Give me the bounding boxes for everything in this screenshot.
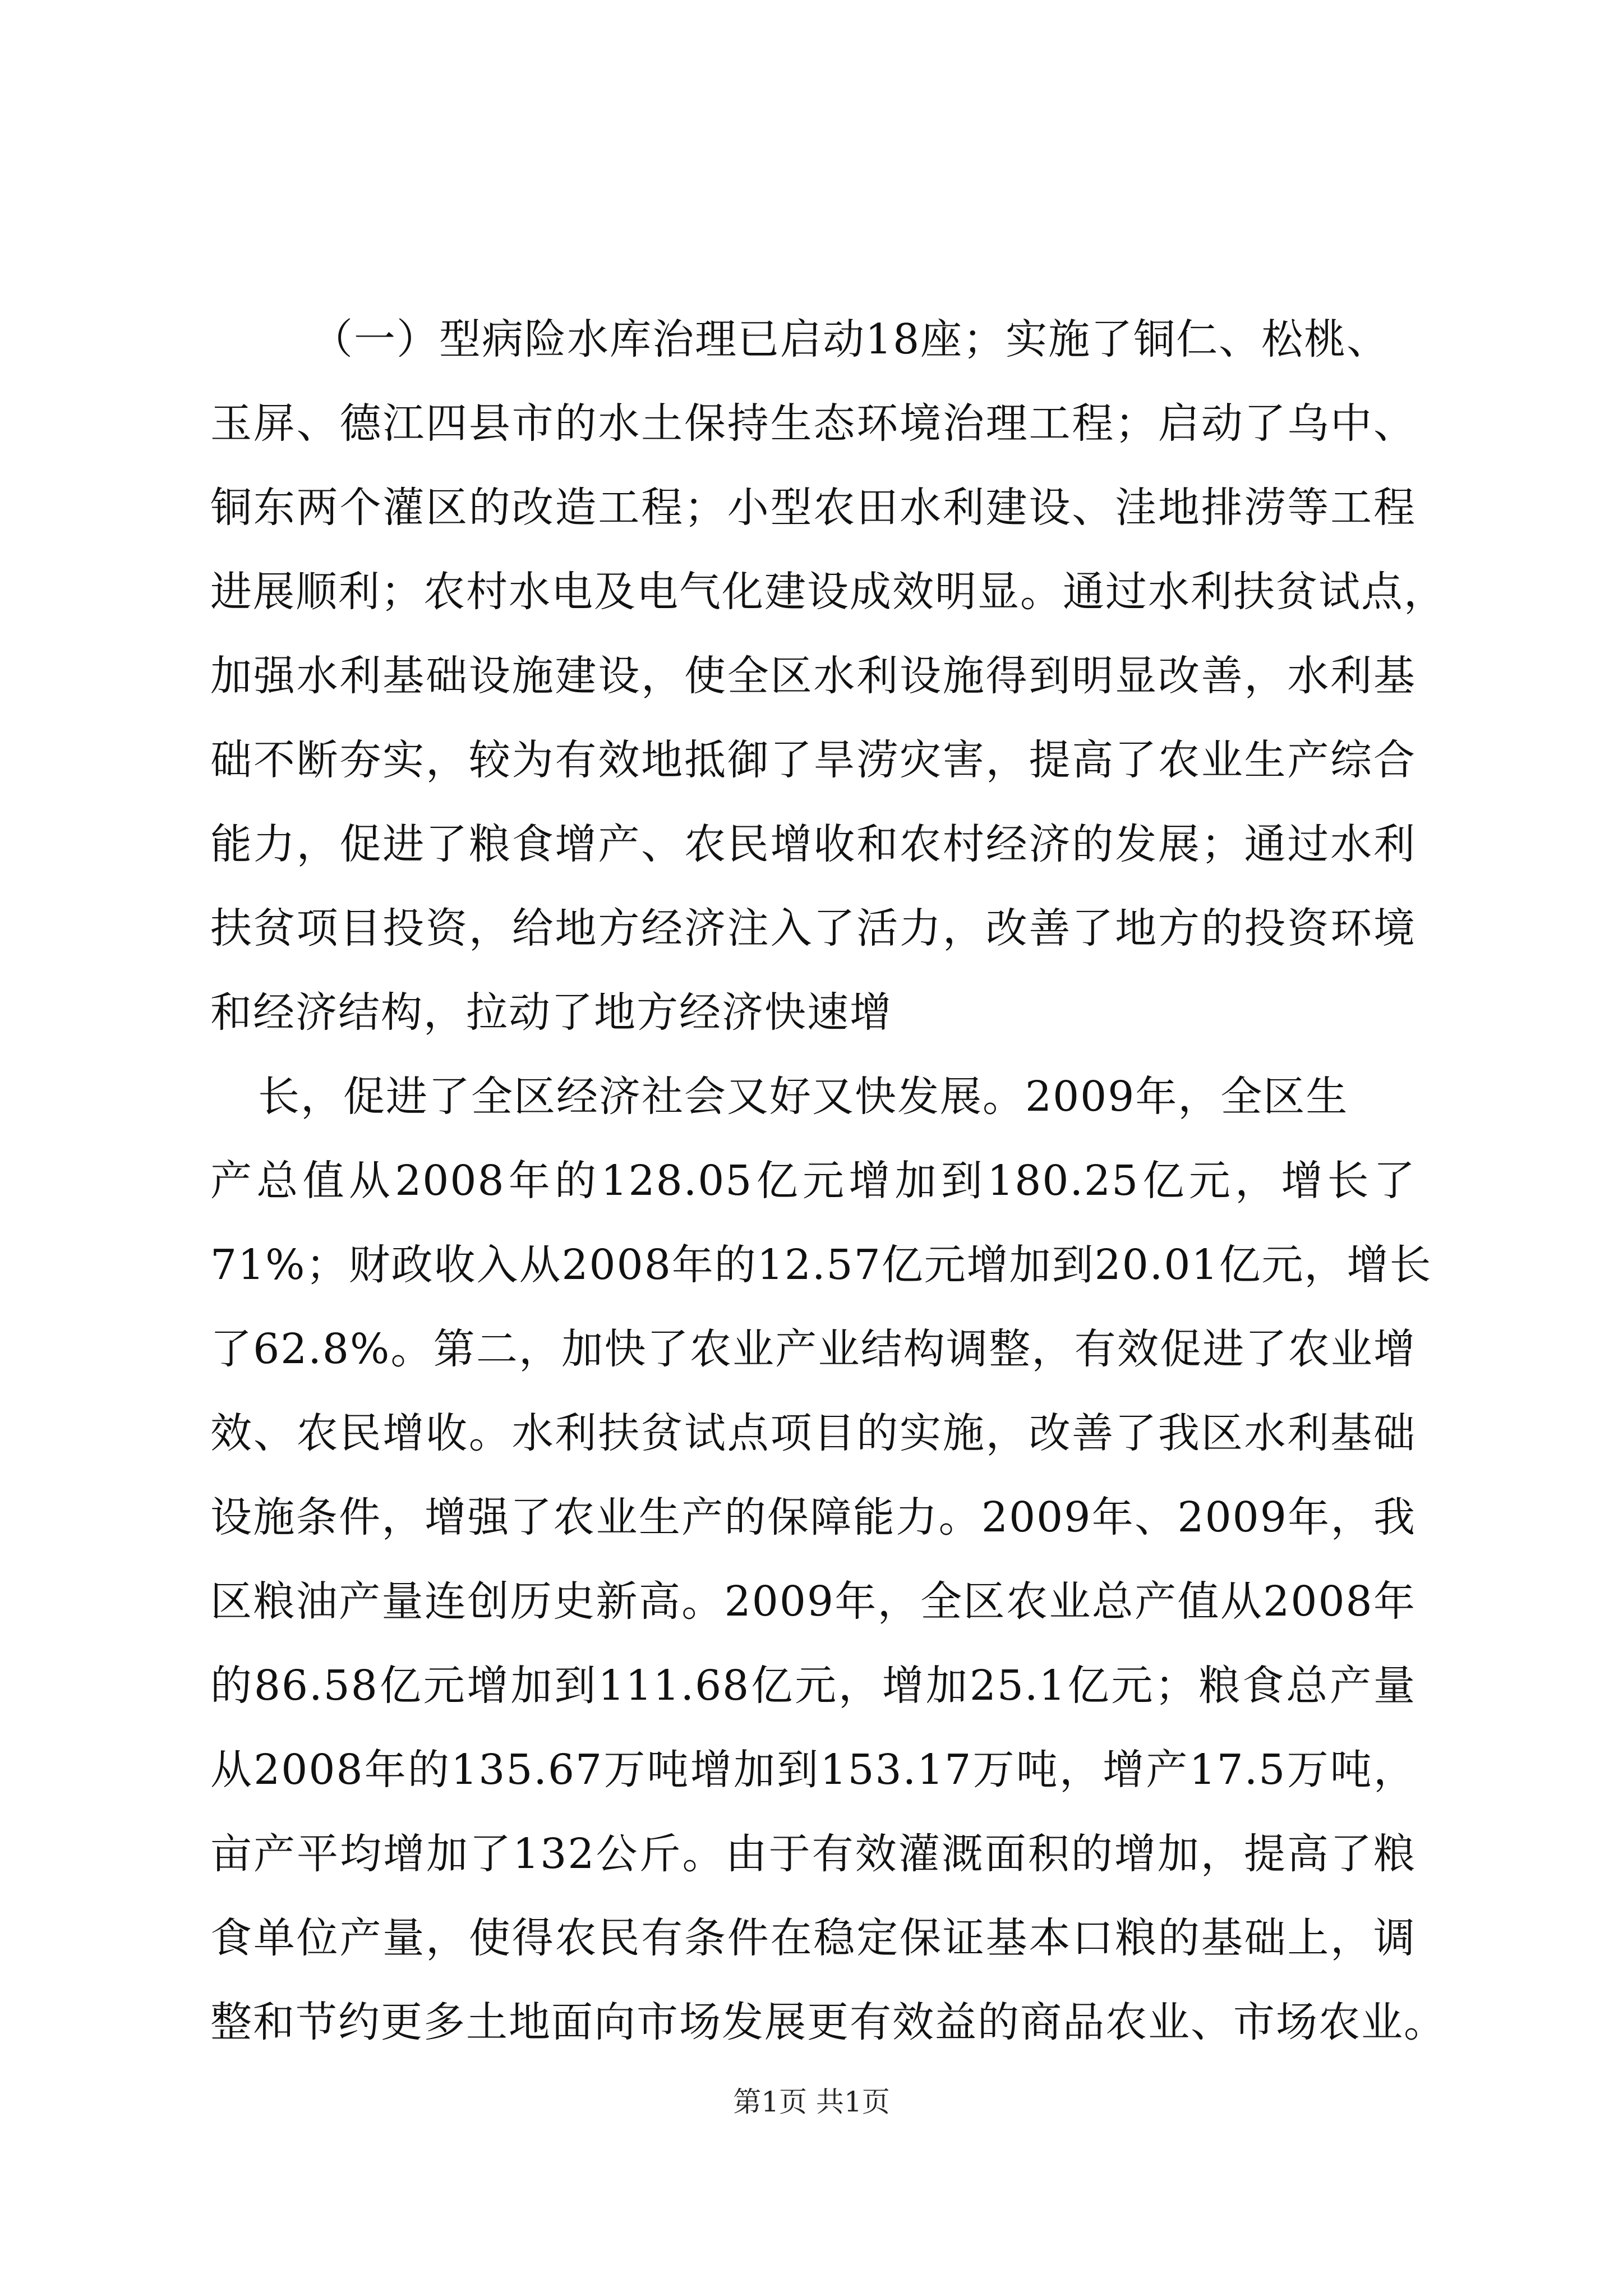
paragraph-line-12: 71%；财政收入从2008年的12.57亿元增加到20.01亿元，增长	[210, 1241, 1432, 1289]
paragraph-line-14: 效、农民增收。水利扶贫试点项目的实施，改善了我区水利基础	[210, 1409, 1416, 1457]
paragraph-line-19: 亩产平均增加了132公斤。由于有效灌溉面积的增加，提高了粮	[210, 1830, 1416, 1878]
paragraph-line-18: 从2008年的135.67万吨增加到153.17万吨，增产17.5万吨，	[210, 1746, 1416, 1794]
paragraph-line-16: 区粮油产量连创历史新高。2009年，全区农业总产值从2008年	[210, 1577, 1416, 1626]
paragraph-line-20: 食单位产量，使得农民有条件在稳定保证基本口粮的基础上，调	[210, 1914, 1416, 1962]
paragraph-line-9: 和经济结构，拉动了地方经济快速增	[210, 988, 892, 1037]
paragraph-line-4: 进展顺利；农村水电及电气化建设成效明显。通过水利扶贫试点，	[210, 568, 1446, 616]
paragraph-line-7: 能力，促进了粮食增产、农民增收和农村经济的发展；通过水利	[210, 820, 1416, 868]
paragraph-line-1: （一）型病险水库治理已启动18座；实施了铜仁、松桃、	[311, 315, 1390, 364]
paragraph-line-11: 产总值从2008年的128.05亿元增加到180.25亿元，增长了	[210, 1157, 1416, 1205]
paragraph-line-2: 玉屏、德江四县市的水土保持生态环境治理工程；启动了乌中、	[210, 399, 1416, 448]
paragraph-line-15: 设施条件，增强了农业生产的保障能力。2009年、2009年，我	[210, 1493, 1416, 1542]
paragraph-line-5: 加强水利基础设施建设，使全区水利设施得到明显改善，水利基	[210, 652, 1416, 700]
paragraph-line-13: 了62.8%。第二，加快了农业产业结构调整，有效促进了农业增	[210, 1325, 1416, 1373]
page-footer: 第1页 共1页	[733, 2086, 890, 2118]
paragraph-line-17: 的86.58亿元增加到111.68亿元，增加25.1亿元；粮食总产量	[210, 1662, 1416, 1710]
paragraph-line-21: 整和节约更多土地面向市场发展更有效益的商品农业、市场农业。	[210, 1998, 1446, 2046]
paragraph-line-6: 础不断夯实，较为有效地抵御了旱涝灾害，提高了农业生产综合	[210, 736, 1416, 784]
paragraph-line-10: 长，促进了全区经济社会又好又快发展。2009年，全区生	[258, 1073, 1349, 1121]
paragraph-line-8: 扶贫项目投资，给地方经济注入了活力，改善了地方的投资环境	[210, 904, 1416, 953]
paragraph-line-3: 铜东两个灌区的改造工程；小型农田水利建设、洼地排涝等工程	[210, 484, 1416, 532]
